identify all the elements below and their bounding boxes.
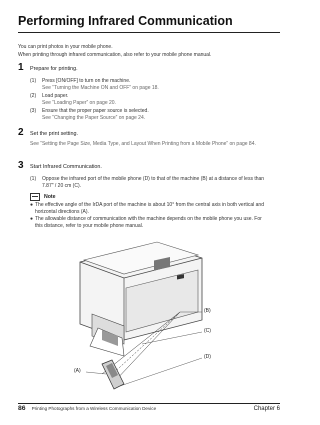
note-icon	[30, 193, 40, 201]
step-number: 3	[18, 160, 24, 171]
step-number: 2	[18, 127, 24, 138]
substep-number: (1)	[30, 176, 37, 182]
step-1	[18, 62, 78, 73]
intro-line-2: When printing through infrared communication, also refer to your mobile phone manual.	[18, 52, 212, 58]
page-number: 86	[18, 405, 26, 412]
step-2	[18, 127, 78, 138]
note-bullet-1	[30, 202, 269, 215]
page-footer	[18, 405, 280, 412]
step-number: 1	[18, 62, 24, 73]
substep-1-2	[30, 93, 267, 106]
section-title: Printing Photographs from a Wireless Communication Device	[31, 406, 157, 411]
substep-text: Oppose the infrared port of the mobile phone (D) to that of the machine (B) at a distance of less than 7.87" / 20 cm (C).	[42, 176, 265, 189]
step-3	[18, 160, 102, 171]
intro-line-1: You can print photos in your mobile phone.	[18, 44, 113, 50]
cross-reference-link[interactable]: See “Turning the Machine ON and OFF” on page 18.	[42, 84, 159, 91]
callout-d: (D)	[204, 354, 211, 360]
cross-reference-link[interactable]: See “Loading Paper” on page 20.	[42, 99, 116, 106]
printer-illustration	[62, 232, 222, 392]
substep-3-1	[30, 176, 267, 189]
substep-1-3	[30, 108, 267, 121]
substep-1-1	[30, 78, 267, 91]
footer-divider	[18, 403, 280, 404]
printer-phone-illustration	[62, 232, 222, 392]
page-title: Performing Infrared Communication	[18, 14, 280, 33]
note-label: Note	[44, 194, 56, 200]
bullet-icon: ●	[30, 216, 34, 222]
callout-a: (A)	[74, 368, 81, 374]
step-2-reference	[30, 141, 267, 148]
callout-c: (C)	[204, 328, 211, 334]
substep-text: Load paper.	[42, 93, 69, 99]
step-heading: Start Infrared Communication.	[30, 164, 102, 170]
note-bullet-text: The allowable distance of communication with the machine depends on the mobile phone you use. For this distance, refer to your mobile phone manual.	[35, 216, 262, 229]
note-bullet-2	[30, 216, 269, 229]
substep-number: (1)	[30, 78, 37, 84]
cross-reference-link[interactable]: See “Changing the Paper Source” on page 24.	[42, 114, 146, 121]
substep-text: Ensure that the proper paper source is selected.	[42, 108, 149, 114]
substep-text: Press [ON/OFF] to turn on the machine.	[42, 78, 131, 84]
step-heading: Set the print setting.	[30, 131, 78, 137]
step-heading: Prepare for printing.	[30, 66, 78, 72]
chapter-label: Chapter 6	[253, 406, 280, 412]
substep-number: (3)	[30, 108, 37, 114]
bullet-icon: ●	[30, 202, 34, 208]
substep-number: (2)	[30, 93, 37, 99]
note-bullet-text: The effective angle of the IrDA port of the machine is about 10° from the central axis in both vertical and horizontal directions (A).	[35, 202, 264, 215]
cross-reference-link[interactable]: See “Setting the Page Size, Media Type, and Layout When Printing from a Mobile Phone” on page 84.	[30, 141, 256, 147]
note-heading	[30, 193, 56, 201]
callout-b: (B)	[204, 308, 211, 314]
